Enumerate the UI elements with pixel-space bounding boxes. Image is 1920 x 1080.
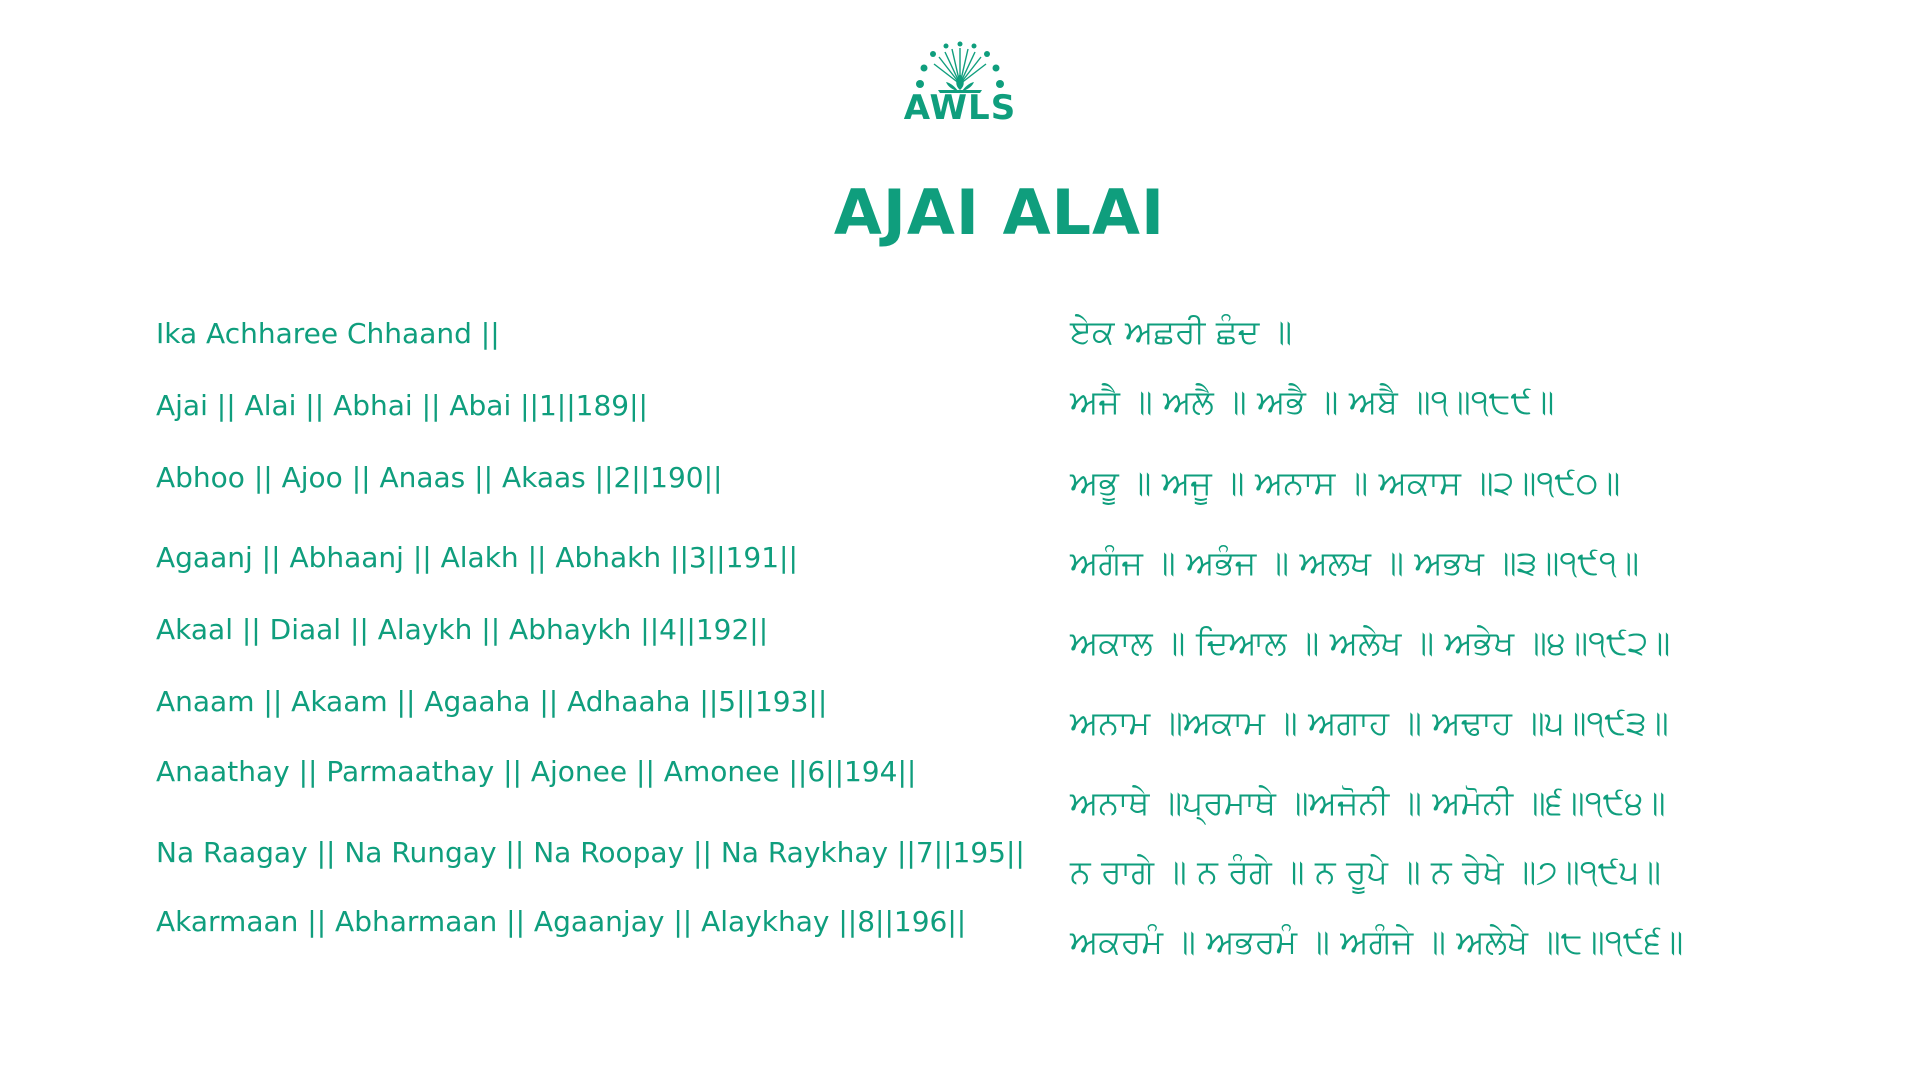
transliteration-line: Na Raagay || Na Rungay || Na Roopay || Na Raykhay ||7||195|| [156, 836, 1025, 869]
gurmukhi-line: ਨ ਰਾਗੇ ॥ ਨ ਰੰਗੇ ॥ ਨ ਰੂਪੇ ॥ ਨ ਰੇਖੇ ॥੭॥੧੯੫॥ [1070, 852, 1662, 891]
gurmukhi-line: ਅਗੰਜ ॥ ਅਭੰਜ ॥ ਅਲਖ ॥ ਅਭਖ ॥੩॥੧੯੧॥ [1070, 543, 1640, 582]
gurmukhi-line: ਅਭੂ ॥ ਅਜੂ ॥ ਅਨਾਸ ॥ ਅਕਾਸ ॥੨॥੧੯੦॥ [1070, 463, 1621, 502]
gurmukhi-line: ਅਕਾਲ ॥ ਦਿਆਲ ॥ ਅਲੇਖ ॥ ਅਭੇਖ ॥੪॥੧੯੨॥ [1070, 623, 1671, 662]
gurmukhi-line: ਅਨਾਮ ॥ਅਕਾਮ ॥ ਅਗਾਹ ॥ ਅਢਾਹ ॥੫॥੧੯੩॥ [1070, 703, 1669, 742]
logo [900, 40, 1020, 130]
transliteration-line: Ika Achharee Chhaand || [156, 317, 500, 350]
transliteration-line: Akaal || Diaal || Alaykh || Abhaykh ||4||192|| [156, 613, 769, 646]
transliteration-line: Anaathay || Parmaathay || Ajonee || Amonee ||6||194|| [156, 755, 917, 788]
gurmukhi-line: ਅਜੈ ॥ ਅਲੈ ॥ ਅਭੈ ॥ ਅਬੈ ॥੧॥੧੮੯॥ [1070, 382, 1555, 421]
page-title: AJAI ALAI [833, 176, 1166, 249]
transliteration-line: Ajai || Alai || Abhai || Abai ||1||189|| [156, 389, 648, 422]
transliteration-line: Anaam || Akaam || Agaaha || Adhaaha ||5||193|| [156, 685, 828, 718]
transliteration-line: Akarmaan || Abharmaan || Agaanjay || Alaykhay ||8||196|| [156, 905, 967, 938]
transliteration-line: Abhoo || Ajoo || Anaas || Akaas ||2||190|| [156, 461, 723, 494]
gurmukhi-line: ਅਨਾਥੇ ॥ਪ੍ਰਮਾਥੇ ॥ਅਜੋਨੀ ॥ ਅਮੋਨੀ ॥੬॥੧੯੪॥ [1070, 783, 1666, 822]
transliteration-line: Agaanj || Abhaanj || Alakh || Abhakh ||3||191|| [156, 541, 798, 574]
logo-text: AWLS [903, 88, 1017, 128]
gurmukhi-line: ਏਕ ਅਛਰੀ ਛੰਦ ॥ [1070, 312, 1293, 351]
gurmukhi-line: ਅਕਰਮੰ ॥ ਅਭਰਮੰ ॥ ਅਗੰਜੇ ॥ ਅਲੇਖੇ ॥੮॥੧੯੬॥ [1070, 922, 1684, 961]
